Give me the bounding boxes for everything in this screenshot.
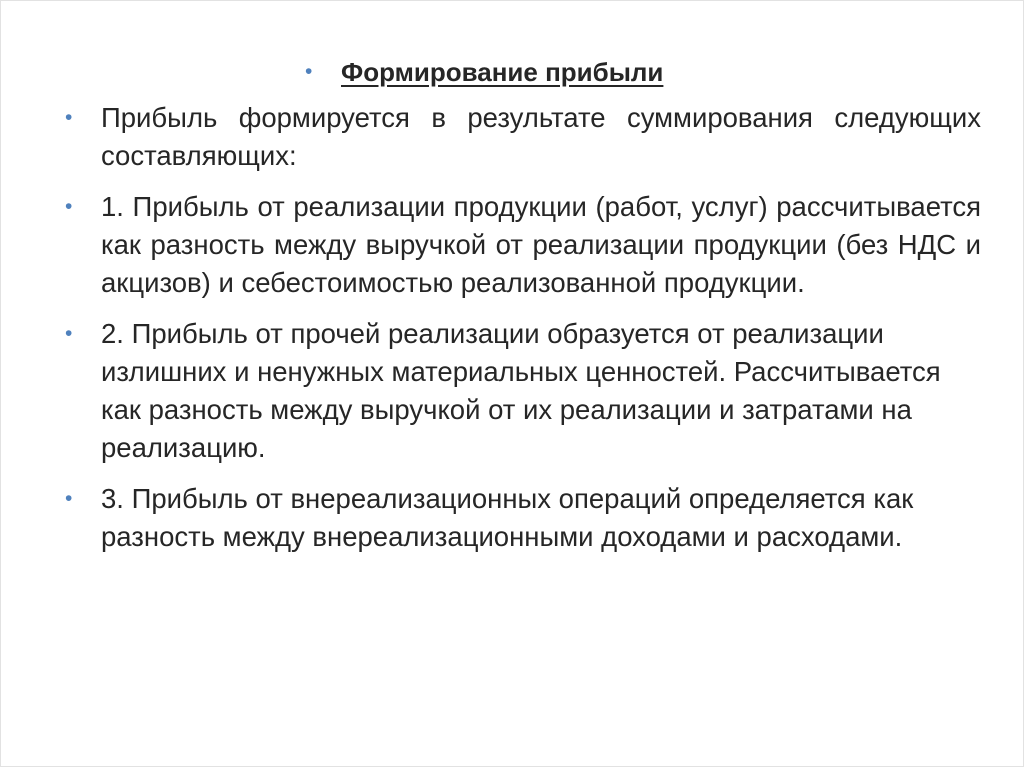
heading-text: Формирование прибыли — [341, 57, 664, 87]
bullet-icon: • — [65, 195, 73, 218]
bullet-item-sales-profit — [61, 188, 981, 302]
bullet-text: 1. Прибыль от реализации продукции (работ, услуг) рассчитывается как разность между выручкой от реализации продукции (без НДС и акцизов) и себестоимостью реализованной продукции. — [101, 191, 981, 298]
bullet-text: Прибыль формируется в результате суммирования следующих составляющих: — [101, 102, 981, 171]
bullet-icon: • — [305, 60, 313, 83]
bullet-item-other-sales-profit — [61, 315, 981, 467]
slide-content — [61, 53, 981, 569]
bullet-text: 2. Прибыль от прочей реализации образуется от реализации излишних и ненужных материальных ценностей. Рассчитывается как разность между выручкой от их реализации и затратами на реализацию. — [101, 318, 941, 463]
bullet-icon: • — [65, 106, 73, 129]
slide-heading — [61, 53, 981, 91]
bullet-icon: • — [65, 487, 73, 510]
bullet-item-non-operating-profit — [61, 480, 981, 556]
bullet-icon: • — [65, 322, 73, 345]
bullet-item-intro — [61, 99, 981, 175]
bullet-text: 3. Прибыль от внереализационных операций определяется как разность между внереализационными доходами и расходами. — [101, 483, 914, 552]
